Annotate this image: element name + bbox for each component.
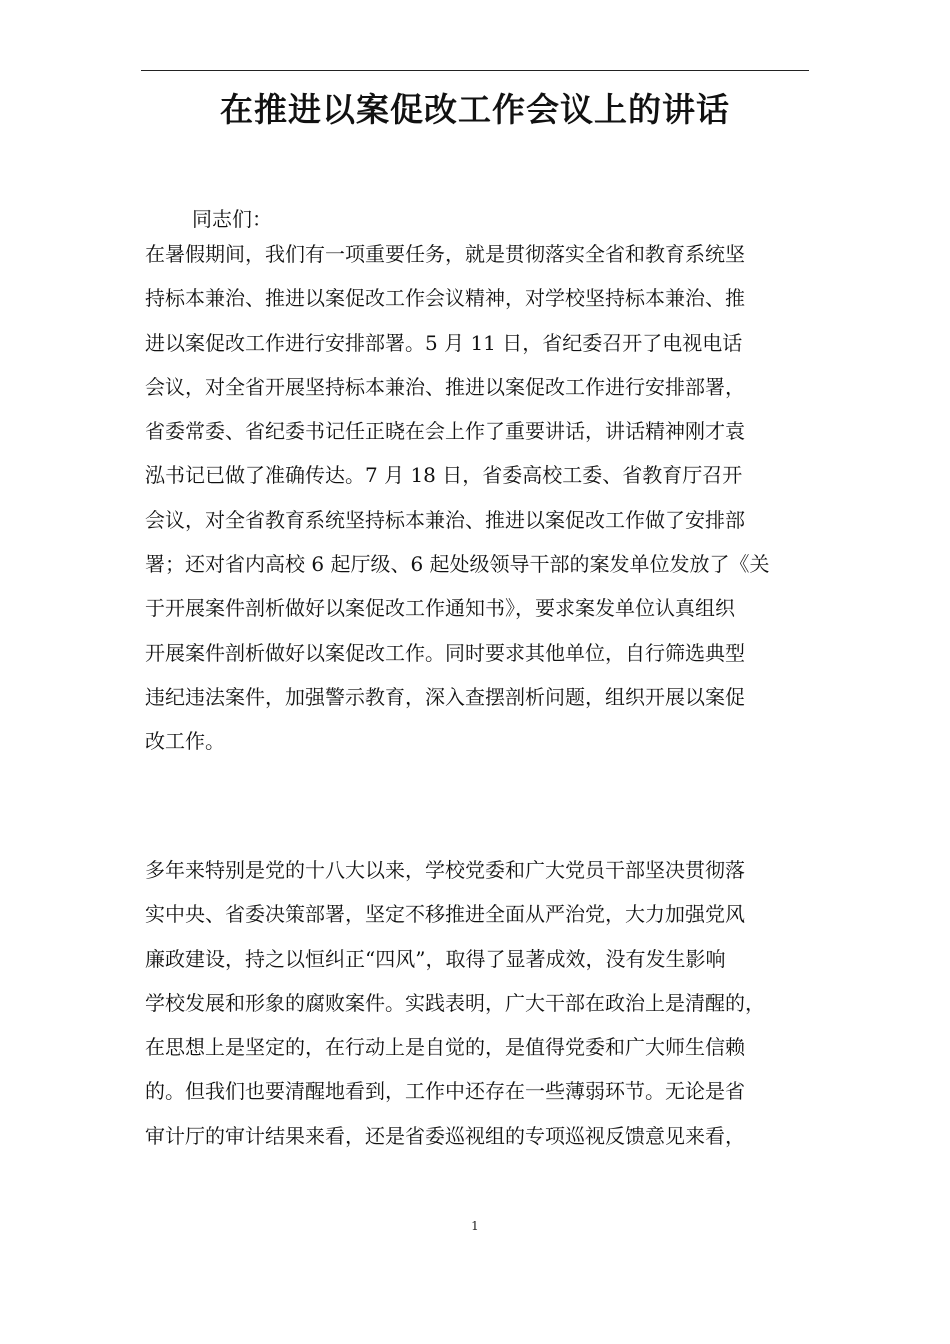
page-number: 1 bbox=[471, 1219, 479, 1233]
document-title: 在推进以案促改工作会议上的讲话 bbox=[220, 90, 730, 129]
body-paragraph-2: 多年来特别是党的十八大以来，学校党委和广大党员干部坚决贯彻落 实中央、省委决策部署，坚定不移推进全面从严治党，大力加强党风 廉政建设，持之以恒纠正“四风”，取得了显著成效，没有发生影响 学校发展和形象的腐败案件。实践表明，广大干部在政治上是清醒的， 在思想上是坚定的，在行动上是自觉的，是值得党委和广大师生信赖 的。但我们也要清醒地看到，工作中还存在一些薄弱环节。无论是省 审计厅的审计结果来看，还是省委巡视组的专项巡视反馈意见来看， bbox=[145, 858, 765, 1148]
body-paragraph-1: 在暑假期间，我们有一项重要任务，就是贯彻落实全省和教育系统坚 持标本兼治、推进以案促改工作会议精神，对学校坚持标本兼治、推 进以案促改工作进行安排部署。5 月 11 日，省纪委召开了电视电话 会议，对全省开展坚持标本兼治、推进以案促改工作进行安排部署， 省委常委、省纪委书记任正晓在会上作了重要讲话，讲话精神刚才袁 泓书记已做了准确传达。7 月 18 日，省委高校工委、省教育厅召开 会议，对全省教育系统坚持标本兼治、推进以案促改工作做了安排部 署；还对省内高校 6 起厅级、6 起处级领导干部的案发单位发放了《关 于开展案件剖析做好以案促改工作通知书》，要求案发单位认真组织 开展案件剖析做好以案促改工作。同时要求其他单位，自行筛选典型 违纪违法案件，加强警示教育，深入查摆剖析问题，组织开展以案促 改工作。 bbox=[145, 242, 770, 754]
salutation: 同志们： bbox=[192, 207, 272, 231]
header-rule bbox=[141, 70, 809, 71]
